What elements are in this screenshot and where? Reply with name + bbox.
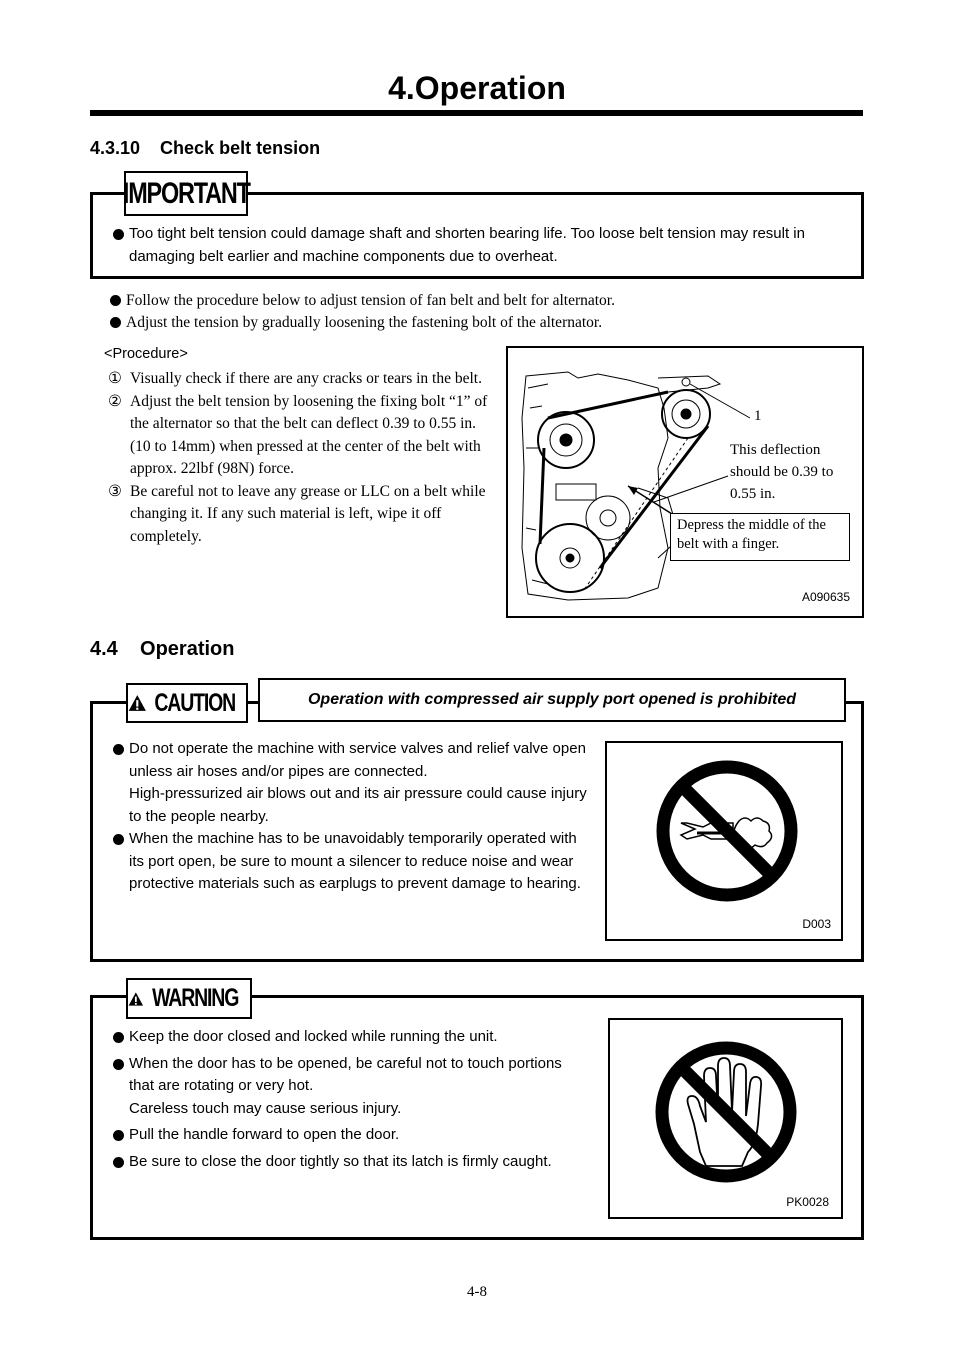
caution-item: When the machine has to be unavoidably temporarily operated with its port open, be sure to mount a silencer to reduce noise and wear protective materials such as earplugs to prevent damage to hearing. <box>111 828 589 896</box>
page-title: 4.Operation <box>388 70 566 106</box>
warning-item: Pull the handle forward to open the door. <box>111 1124 589 1147</box>
important-item: Too tight belt tension could damage shaft and shorten bearing life. Too loose belt tension may result in damaging belt earlier and machine components due to overheat. <box>111 223 846 268</box>
intro-item: Follow the procedure below to adjust tension of fan belt and belt for alternator. <box>108 290 868 312</box>
procedure-step <box>104 391 496 481</box>
depress-note: Depress the middle of the belt with a finger. <box>670 513 850 561</box>
no-compressed-air-icon <box>607 743 841 939</box>
intro-list <box>108 290 868 334</box>
section-heading-4-3-10: 4.3.10 Check belt tension <box>90 138 321 158</box>
procedure-label: <Procedure> <box>104 346 188 362</box>
caution-item: Do not operate the machine with service valves and relief valve open unless air hoses and/or pipes are connected. High-pressurized air blows out and its air pressure could cause injury to the people nearby. <box>111 738 589 828</box>
warning-box <box>90 995 864 1240</box>
step-text: Adjust the belt tension by loosening the fixing bolt “1” of the alternator so that the belt can deflect 0.39 to 0.55 in.(10 to 14mm) when pressed at the center of the belt with approx. 22lbf (98N) force. <box>130 392 488 477</box>
caution-title-box <box>258 678 846 722</box>
callout-1: 1 <box>754 408 762 424</box>
warning-triangle-icon <box>128 691 147 715</box>
caution-figure <box>605 741 843 941</box>
caution-tag <box>126 683 248 723</box>
caution-box <box>90 701 864 962</box>
warning-label: WARNING <box>151 984 238 1012</box>
warning-list <box>111 1026 589 1173</box>
figure-code: A090635 <box>801 590 850 604</box>
procedure-step <box>104 368 496 391</box>
warning-tag <box>126 978 252 1019</box>
important-list <box>111 223 846 268</box>
warning-item: Be sure to close the door tightly so that its latch is firmly caught. <box>111 1151 589 1174</box>
caution-list <box>111 738 589 896</box>
step-number: ① <box>108 370 122 387</box>
belt-figure <box>506 346 864 618</box>
warning-figure <box>608 1018 843 1219</box>
step-number: ② <box>108 392 122 410</box>
title-rule <box>90 110 863 116</box>
page-number: 4-8 <box>467 1284 487 1300</box>
no-touch-hand-icon <box>610 1020 841 1217</box>
caution-title: Operation with compressed air supply port opened is prohibited <box>307 691 797 708</box>
step-number: ③ <box>108 482 122 500</box>
warning-triangle-icon <box>128 987 144 1011</box>
section-heading-4-4: 4.4 Operation <box>90 638 235 660</box>
figure-code: PK0028 <box>786 1195 829 1209</box>
procedure-step <box>104 481 496 549</box>
deflection-note: This deflection should be 0.39 to 0.55 in. <box>730 442 834 502</box>
step-text: Visually check if there are any cracks or tears in the belt. <box>130 370 482 387</box>
caution-label: CAUTION <box>153 688 235 717</box>
important-label: IMPORTANT <box>122 176 250 210</box>
figure-code: D003 <box>802 917 831 931</box>
warning-item: When the door has to be opened, be careful not to touch portions that are rotating or very hot. Careless touch may cause serious injury. <box>111 1053 589 1121</box>
procedure-steps <box>104 368 496 548</box>
warning-item: Keep the door closed and locked while running the unit. <box>111 1026 589 1049</box>
important-tag <box>124 171 248 216</box>
step-text: Be careful not to leave any grease or LLC on a belt while changing it. If any such material is left, wipe it off completely. <box>130 482 486 545</box>
intro-item: Adjust the tension by gradually loosening the fastening bolt of the alternator. <box>108 312 868 334</box>
